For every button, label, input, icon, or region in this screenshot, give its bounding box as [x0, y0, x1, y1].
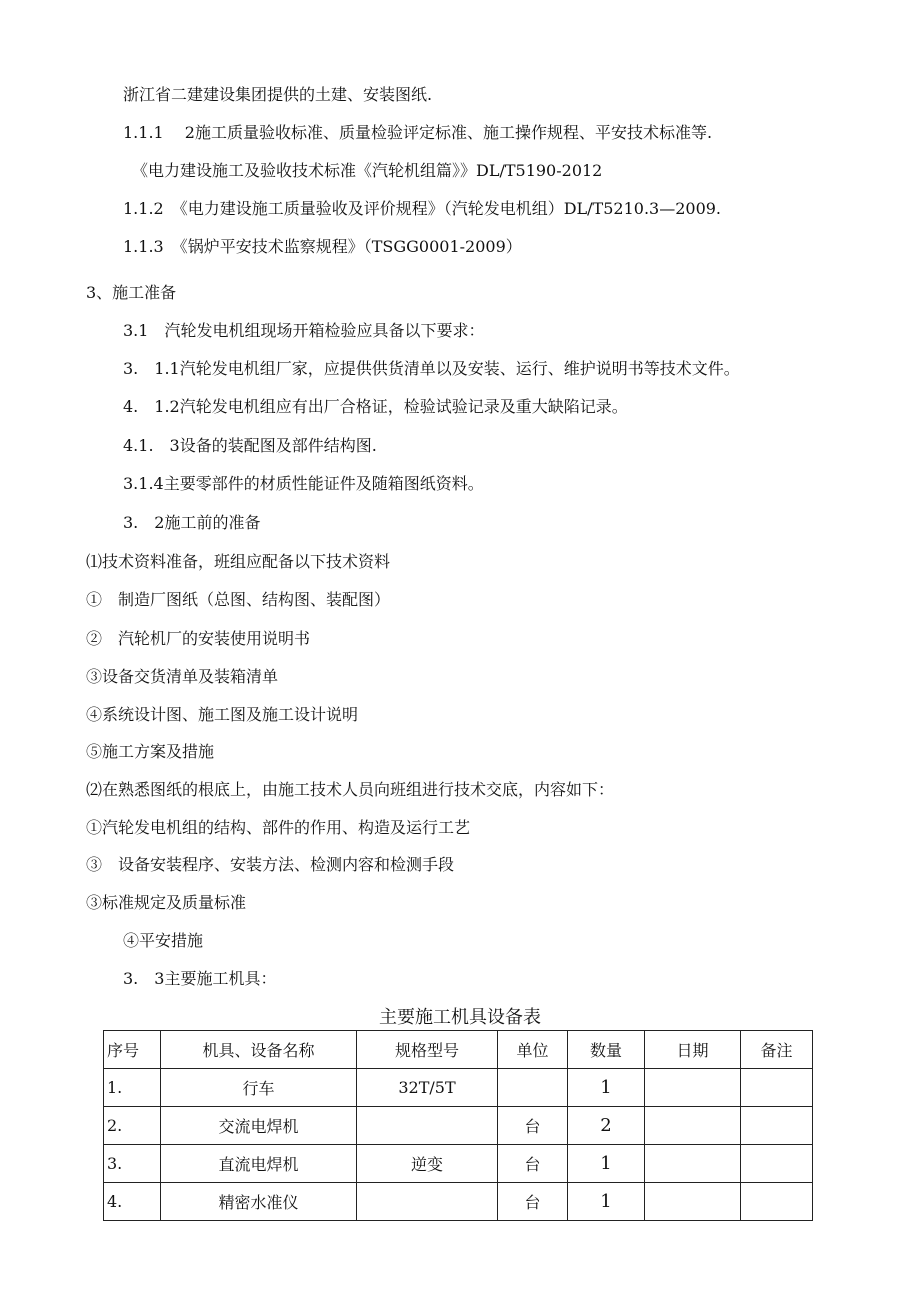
header-qty: 数量 [568, 1031, 645, 1069]
cell-date [645, 1183, 741, 1221]
header-remark: 备注 [741, 1031, 813, 1069]
cell-name: 精密水准仪 [161, 1183, 357, 1221]
header-date: 日期 [645, 1031, 741, 1069]
cell-qty: 2 [568, 1107, 645, 1145]
cell-spec [357, 1107, 498, 1145]
paragraph-standard-dl-t5190: 《电力建设施工及验收技术标准《汽轮机组篇》》DL/T5190-2012 [132, 161, 603, 180]
paragraph-3-1-1: 3. 1.1汽轮发电机组厂家，应提供供货清单以及安装、运行、维护说明书等技术文件。 [123, 359, 740, 378]
paragraph-3-1-4: 3.1.4主要零部件的材质性能证件及随箱图纸资料。 [123, 474, 484, 493]
cell-remark [741, 1145, 813, 1183]
cell-spec: 32T/5T [357, 1069, 498, 1107]
cell-date [645, 1107, 741, 1145]
header-unit: 单位 [498, 1031, 568, 1069]
briefing-item-3: ③标准规定及质量标准 [86, 893, 247, 912]
cell-index: 1. [104, 1069, 161, 1107]
briefing-item-2: ③ 设备安装程序、安装方法、检测内容和检测手段 [86, 855, 455, 874]
paragraph-1-1-3: 1.1.3 《锅炉平安技术监察规程》（TSGG0001-2009） [123, 237, 522, 256]
equipment-table [103, 1030, 813, 1221]
cell-remark [741, 1183, 813, 1221]
paragraph-3-3: 3. 3主要施工机具： [123, 969, 277, 988]
table-row [104, 1107, 813, 1145]
list-item-3: ③设备交货清单及装箱清单 [86, 667, 279, 686]
list-item-5: ⑤施工方案及措施 [86, 742, 215, 761]
cell-qty: 1 [568, 1145, 645, 1183]
cell-unit: 台 [498, 1145, 568, 1183]
cell-date [645, 1069, 741, 1107]
paragraph-3-2: 3. 2施工前的准备 [123, 513, 261, 532]
paragraph-3-1: 3.1 汽轮发电机组现场开箱检验应具备以下要求： [123, 321, 485, 340]
cell-name: 交流电焊机 [161, 1107, 357, 1145]
table-header-row [104, 1031, 813, 1069]
header-index: 序号 [104, 1031, 161, 1069]
paragraph-4-1-2: 4. 1.2汽轮发电机组应有出厂合格证，检验试验记录及重大缺陷记录。 [123, 397, 628, 416]
cell-index: 2. [104, 1107, 161, 1145]
paragraph-tech-materials: ⑴技术资料准备，班组应配备以下技术资料 [86, 552, 391, 571]
paragraph-drawings-source: 浙江省二建建设集团提供的土建、安装图纸. [123, 85, 433, 104]
briefing-item-1: ①汽轮发电机组的结构、部件的作用、构造及运行工艺 [86, 818, 471, 837]
list-item-4: ④系统设计图、施工图及施工设计说明 [86, 705, 359, 724]
paragraph-1-1-2: 1.1.2 《电力建设施工质量验收及评价规程》（汽轮发电机组）DL/T5210.3—2009. [123, 199, 722, 218]
cell-remark [741, 1069, 813, 1107]
cell-spec: 逆变 [357, 1145, 498, 1183]
cell-name: 行车 [161, 1069, 357, 1107]
list-item-2: ② 汽轮机厂的安装使用说明书 [86, 629, 311, 648]
table-row [104, 1183, 813, 1221]
paragraph-tech-briefing: ⑵在熟悉图纸的根底上，由施工技术人员向班组进行技术交底，内容如下： [86, 780, 615, 799]
cell-spec [357, 1183, 498, 1221]
paragraph-1-1-1: 1.1.1 2施工质量验收标准、质量检验评定标准、施工操作规程、平安技术标准等. [123, 123, 713, 142]
cell-name: 直流电焊机 [161, 1145, 357, 1183]
section-heading-3: 3、施工准备 [86, 283, 177, 302]
cell-unit [498, 1069, 568, 1107]
table-title: 主要施工机具设备表 [379, 1007, 541, 1028]
header-spec: 规格型号 [357, 1031, 498, 1069]
cell-index: 3. [104, 1145, 161, 1183]
table-row [104, 1069, 813, 1107]
header-name: 机具、设备名称 [161, 1031, 357, 1069]
cell-unit: 台 [498, 1183, 568, 1221]
briefing-item-4: ④平安措施 [123, 931, 204, 950]
paragraph-4-1-3: 4.1. 3设备的装配图及部件结构图. [123, 436, 377, 455]
cell-index: 4. [104, 1183, 161, 1221]
table-row [104, 1145, 813, 1183]
cell-remark [741, 1107, 813, 1145]
cell-unit: 台 [498, 1107, 568, 1145]
cell-qty: 1 [568, 1183, 645, 1221]
list-item-1: ① 制造厂图纸（总图、结构图、装配图） [86, 590, 391, 609]
cell-qty: 1 [568, 1069, 645, 1107]
cell-date [645, 1145, 741, 1183]
